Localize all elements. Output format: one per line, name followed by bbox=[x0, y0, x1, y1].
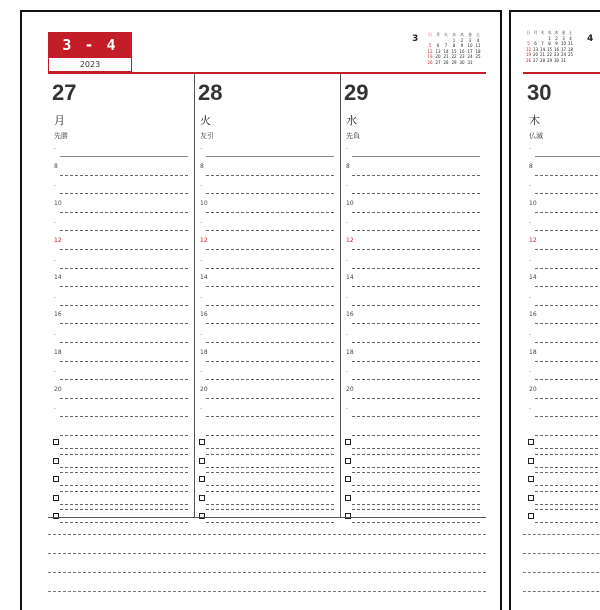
schedule-line bbox=[535, 286, 600, 287]
header-rule bbox=[523, 72, 600, 74]
schedule-line bbox=[352, 175, 480, 176]
hour-label: 20 bbox=[54, 385, 62, 393]
mini-calendar-month: 4 bbox=[587, 34, 594, 44]
todo-checkbox[interactable] bbox=[528, 476, 534, 482]
mini-calendar-day: 3 bbox=[468, 37, 472, 43]
mini-calendar-day: 6 bbox=[436, 43, 440, 48]
hour-label: 10 bbox=[346, 199, 354, 207]
half-hour-dot: · bbox=[346, 220, 348, 228]
mini-calendar-day: 20 bbox=[532, 52, 539, 57]
mini-calendar-day: 4 bbox=[476, 37, 480, 43]
rokuyo-label: 先負 bbox=[346, 132, 360, 140]
mini-calendar-day: 25 bbox=[567, 52, 574, 57]
todo-line bbox=[206, 504, 334, 505]
schedule-line bbox=[535, 156, 600, 157]
mini-calendar-day: 9 bbox=[460, 43, 464, 48]
schedule-line bbox=[206, 268, 334, 269]
schedule-line bbox=[206, 286, 334, 287]
half-hour-dot: · bbox=[529, 294, 531, 302]
todo-checkbox[interactable] bbox=[528, 458, 534, 464]
mini-calendar-weekday: 火 bbox=[540, 30, 545, 35]
mini-calendar-day: 13 bbox=[435, 48, 441, 54]
half-hour-dot: · bbox=[346, 406, 348, 414]
rokuyo-label: 先勝 bbox=[54, 132, 68, 140]
notes-line bbox=[48, 572, 486, 573]
half-hour-dot: · bbox=[54, 183, 56, 191]
hour-label: 18 bbox=[54, 348, 62, 356]
schedule-line bbox=[206, 472, 334, 473]
schedule-line bbox=[206, 342, 334, 343]
schedule-line bbox=[352, 509, 480, 510]
mini-calendar-weekday: 火 bbox=[444, 32, 448, 37]
rokuyo-label: 友引 bbox=[200, 132, 214, 140]
schedule-line bbox=[60, 286, 188, 287]
mini-calendar-weekday: 土 bbox=[568, 30, 573, 35]
day-number: 30 bbox=[527, 80, 552, 105]
schedule-line bbox=[60, 342, 188, 343]
schedule-line bbox=[535, 509, 600, 510]
mini-calendar-weekday: 水 bbox=[452, 32, 456, 37]
mini-calendar-weekday: 月 bbox=[533, 30, 538, 35]
notes-line bbox=[48, 591, 486, 592]
notes-line bbox=[523, 534, 600, 535]
schedule-line bbox=[206, 509, 334, 510]
mini-calendar-day: 30 bbox=[553, 57, 560, 63]
column-divider bbox=[194, 74, 195, 518]
half-hour-dot: · bbox=[54, 220, 56, 228]
mini-calendar-day: 24 bbox=[560, 52, 567, 57]
mini-calendar-weekday: 木 bbox=[460, 32, 464, 37]
schedule-line bbox=[352, 435, 480, 436]
schedule-line bbox=[60, 212, 188, 213]
mini-calendar-day: 21 bbox=[539, 52, 546, 57]
schedule-line bbox=[60, 454, 188, 455]
schedule-line bbox=[535, 249, 600, 250]
day-number: 29 bbox=[344, 80, 369, 105]
schedule-line bbox=[206, 491, 334, 492]
half-hour-dot: · bbox=[346, 257, 348, 265]
schedule-line bbox=[352, 193, 480, 194]
mini-calendar-day: 13 bbox=[532, 46, 539, 52]
schedule-line bbox=[352, 249, 480, 250]
schedule-line bbox=[60, 249, 188, 250]
mini-calendar-day: 23 bbox=[459, 54, 465, 59]
notes-line bbox=[523, 591, 600, 592]
todo-line bbox=[60, 448, 188, 449]
notes-line bbox=[523, 572, 600, 573]
schedule-line bbox=[60, 491, 188, 492]
schedule-line bbox=[535, 454, 600, 455]
mini-calendar-day: 18 bbox=[567, 46, 574, 52]
mini-calendar-day: 5 bbox=[527, 41, 530, 46]
schedule-line bbox=[206, 361, 334, 362]
todo-line bbox=[535, 485, 600, 486]
mini-calendar-day: 14 bbox=[443, 48, 449, 54]
schedule-line bbox=[60, 175, 188, 176]
mini-calendar-day: 22 bbox=[546, 52, 553, 57]
todo-line bbox=[352, 448, 480, 449]
schedule-line bbox=[535, 268, 600, 269]
schedule-line bbox=[352, 454, 480, 455]
hour-label: 8 bbox=[346, 162, 350, 170]
mini-calendar-day: 2 bbox=[460, 37, 464, 43]
mini-calendar-day: 5 bbox=[428, 43, 432, 48]
todo-checkbox[interactable] bbox=[345, 439, 351, 445]
mini-calendar-day: 25 bbox=[475, 54, 481, 59]
todo-checkbox[interactable] bbox=[199, 513, 205, 519]
todo-line bbox=[535, 522, 600, 523]
weekday-label: 水 bbox=[346, 114, 357, 127]
schedule-line bbox=[206, 323, 334, 324]
mini-calendar-weekday: 金 bbox=[561, 30, 566, 35]
todo-checkbox[interactable] bbox=[345, 476, 351, 482]
schedule-line bbox=[206, 156, 334, 157]
todo-checkbox[interactable] bbox=[345, 458, 351, 464]
todo-checkbox[interactable] bbox=[199, 476, 205, 482]
todo-line bbox=[206, 448, 334, 449]
mini-calendar-day: 28 bbox=[443, 59, 449, 65]
mini-calendar-day: 7 bbox=[444, 43, 448, 48]
hour-label: 8 bbox=[529, 162, 533, 170]
schedule-line bbox=[535, 323, 600, 324]
schedule-line bbox=[206, 435, 334, 436]
mini-calendar-weekday: 水 bbox=[547, 30, 552, 35]
schedule-line bbox=[206, 249, 334, 250]
month-badge bbox=[48, 32, 132, 72]
schedule-line bbox=[206, 175, 334, 176]
schedule-line bbox=[60, 435, 188, 436]
hour-label: 16 bbox=[54, 311, 62, 319]
schedule-line bbox=[60, 193, 188, 194]
mini-calendar-day: 8 bbox=[548, 41, 551, 46]
todo-checkbox[interactable] bbox=[345, 495, 351, 501]
hour-label: 20 bbox=[346, 385, 354, 393]
hour-label: 12 bbox=[200, 237, 208, 244]
half-hour-dot: · bbox=[200, 294, 202, 302]
mini-calendar-day: 8 bbox=[452, 43, 456, 48]
mini-calendar-day: 19 bbox=[525, 52, 532, 57]
half-hour-dot: · bbox=[346, 369, 348, 377]
mini-calendar-day: 31 bbox=[560, 57, 567, 63]
schedule-line bbox=[206, 454, 334, 455]
todo-line bbox=[352, 504, 480, 505]
schedule-line bbox=[60, 305, 188, 306]
todo-line bbox=[535, 448, 600, 449]
half-hour-dot: · bbox=[529, 332, 531, 339]
schedule-line bbox=[60, 156, 188, 157]
todo-checkbox[interactable] bbox=[528, 439, 534, 445]
mini-calendar-day: 1 bbox=[452, 37, 456, 43]
schedule-line bbox=[352, 472, 480, 473]
hour-label: 14 bbox=[346, 274, 354, 282]
todo-checkbox[interactable] bbox=[528, 513, 534, 519]
todo-line bbox=[535, 467, 600, 468]
hour-label: 16 bbox=[200, 311, 208, 319]
mini-calendar-day: 17 bbox=[560, 46, 567, 52]
hour-label: 14 bbox=[54, 274, 62, 282]
todo-checkbox[interactable] bbox=[53, 458, 59, 464]
hour-label: 12 bbox=[346, 237, 354, 244]
mini-calendar-day: 31 bbox=[467, 59, 473, 65]
todo-line bbox=[206, 485, 334, 486]
planner-left-page bbox=[20, 10, 502, 610]
hour-label: 14 bbox=[200, 274, 208, 282]
mini-calendar-day: 26 bbox=[525, 57, 532, 63]
mini-calendar-day: 22 bbox=[451, 54, 457, 59]
schedule-line bbox=[60, 398, 188, 399]
day-number: 28 bbox=[198, 80, 223, 105]
half-hour-dot: · bbox=[200, 146, 202, 153]
todo-line bbox=[60, 522, 188, 523]
mini-calendar-day: 6 bbox=[534, 41, 537, 46]
hour-label: 16 bbox=[529, 311, 537, 319]
schedule-line bbox=[206, 230, 334, 231]
half-hour-dot: · bbox=[54, 332, 56, 339]
mini-calendar-day: 29 bbox=[546, 57, 553, 63]
todo-line bbox=[535, 504, 600, 505]
mini-calendar-day: 9 bbox=[555, 41, 558, 46]
half-hour-dot: · bbox=[346, 183, 348, 191]
half-hour-dot: · bbox=[54, 406, 56, 414]
hour-label: 8 bbox=[200, 162, 204, 170]
mini-calendar-grid bbox=[525, 30, 574, 63]
mini-calendar-day: 16 bbox=[459, 48, 465, 54]
mini-calendar-day: 17 bbox=[467, 48, 473, 54]
schedule-line bbox=[352, 268, 480, 269]
notes-line bbox=[48, 553, 486, 554]
half-hour-dot: · bbox=[529, 257, 531, 265]
schedule-line bbox=[352, 212, 480, 213]
half-hour-dot: · bbox=[200, 183, 202, 191]
schedule-line bbox=[352, 361, 480, 362]
hour-label: 18 bbox=[346, 348, 354, 356]
mini-calendar-day: 12 bbox=[427, 48, 433, 54]
schedule-line bbox=[535, 305, 600, 306]
schedule-line bbox=[535, 212, 600, 213]
schedule-line bbox=[206, 305, 334, 306]
mini-calendar-month: 3 bbox=[412, 34, 419, 44]
weekday-label: 木 bbox=[529, 114, 540, 127]
half-hour-dot: · bbox=[200, 220, 202, 228]
mini-calendar-day: 29 bbox=[451, 59, 457, 65]
mini-calendar-day: 2 bbox=[555, 35, 558, 41]
month-range: 3 - 4 bbox=[48, 32, 132, 58]
schedule-line bbox=[60, 509, 188, 510]
schedule-line bbox=[535, 230, 600, 231]
schedule-line bbox=[206, 379, 334, 380]
hour-label: 10 bbox=[54, 199, 62, 207]
hour-label: 10 bbox=[529, 199, 537, 207]
mini-calendar-weekday: 日 bbox=[428, 32, 432, 37]
todo-checkbox[interactable] bbox=[345, 513, 351, 519]
schedule-line bbox=[352, 230, 480, 231]
hour-label: 12 bbox=[54, 237, 62, 244]
todo-line bbox=[60, 467, 188, 468]
todo-line bbox=[60, 485, 188, 486]
weekday-label: 火 bbox=[200, 114, 211, 127]
mini-calendar-day: 18 bbox=[475, 48, 481, 54]
schedule-line bbox=[206, 212, 334, 213]
hour-label: 12 bbox=[529, 237, 537, 244]
mini-calendar-day: 23 bbox=[553, 52, 560, 57]
mini-calendar-day: 15 bbox=[451, 48, 457, 54]
notes-top-rule bbox=[48, 517, 486, 518]
half-hour-dot: · bbox=[200, 369, 202, 377]
half-hour-dot: · bbox=[54, 369, 56, 377]
schedule-line bbox=[352, 305, 480, 306]
schedule-line bbox=[535, 361, 600, 362]
todo-line bbox=[352, 485, 480, 486]
todo-checkbox[interactable] bbox=[199, 495, 205, 501]
mini-calendar-day: 11 bbox=[567, 41, 574, 46]
schedule-line bbox=[535, 491, 600, 492]
schedule-line bbox=[206, 416, 334, 417]
mini-calendar-day: 10 bbox=[467, 43, 473, 48]
mini-calendar-day: 16 bbox=[553, 46, 560, 52]
schedule-line bbox=[535, 472, 600, 473]
hour-label: 8 bbox=[54, 162, 58, 170]
todo-line bbox=[60, 504, 188, 505]
hour-label: 10 bbox=[200, 199, 208, 207]
schedule-line bbox=[206, 193, 334, 194]
hour-label: 18 bbox=[529, 348, 537, 356]
mini-calendar-weekday: 日 bbox=[526, 30, 531, 35]
schedule-line bbox=[352, 491, 480, 492]
todo-checkbox[interactable] bbox=[53, 513, 59, 519]
mini-calendar-day: 3 bbox=[562, 35, 565, 41]
schedule-line bbox=[60, 361, 188, 362]
schedule-line bbox=[535, 175, 600, 176]
schedule-line bbox=[352, 156, 480, 157]
notes-line bbox=[48, 534, 486, 535]
mini-calendar-weekday: 金 bbox=[468, 32, 472, 37]
notes-line bbox=[523, 553, 600, 554]
mini-calendar-day: 11 bbox=[475, 43, 481, 48]
half-hour-dot: · bbox=[54, 294, 56, 302]
todo-checkbox[interactable] bbox=[53, 476, 59, 482]
mini-calendar-day: 27 bbox=[532, 57, 539, 63]
mini-calendar-grid bbox=[426, 32, 482, 65]
todo-checkbox[interactable] bbox=[53, 495, 59, 501]
half-hour-dot: · bbox=[529, 183, 531, 191]
day-number: 27 bbox=[52, 80, 77, 105]
schedule-line bbox=[535, 342, 600, 343]
schedule-line bbox=[60, 230, 188, 231]
schedule-line bbox=[352, 416, 480, 417]
mini-calendar-weekday: 月 bbox=[436, 32, 440, 37]
schedule-line bbox=[352, 323, 480, 324]
mini-calendar-day bbox=[567, 58, 574, 64]
schedule-line bbox=[60, 268, 188, 269]
half-hour-dot: · bbox=[529, 220, 531, 228]
mini-calendar-weekday: 土 bbox=[476, 32, 480, 37]
mini-calendar-day: 10 bbox=[560, 41, 567, 46]
mini-calendar-day: 14 bbox=[539, 46, 546, 52]
todo-checkbox[interactable] bbox=[199, 439, 205, 445]
todo-checkbox[interactable] bbox=[53, 439, 59, 445]
half-hour-dot: · bbox=[200, 406, 202, 414]
half-hour-dot: · bbox=[54, 257, 56, 265]
mini-calendar-day: 15 bbox=[546, 46, 553, 52]
half-hour-dot: · bbox=[346, 146, 348, 153]
schedule-line bbox=[535, 435, 600, 436]
half-hour-dot: · bbox=[200, 332, 202, 339]
rokuyo-label: 仏滅 bbox=[529, 132, 543, 140]
mini-calendar-day: 7 bbox=[541, 41, 544, 46]
schedule-line bbox=[60, 379, 188, 380]
schedule-line bbox=[535, 193, 600, 194]
weekday-label: 月 bbox=[54, 114, 65, 127]
mini-calendar-weekday: 木 bbox=[554, 30, 559, 35]
mini-calendar-day: 1 bbox=[548, 35, 551, 41]
half-hour-dot: · bbox=[346, 332, 348, 339]
schedule-line bbox=[352, 379, 480, 380]
mini-calendar-day: 19 bbox=[427, 54, 433, 59]
schedule-line bbox=[352, 342, 480, 343]
mini-calendar-day: 30 bbox=[459, 59, 465, 65]
schedule-line bbox=[535, 379, 600, 380]
mini-calendar-day: 4 bbox=[569, 35, 572, 41]
mini-calendar-day: 27 bbox=[435, 59, 441, 65]
half-hour-dot: · bbox=[529, 406, 531, 414]
todo-checkbox[interactable] bbox=[199, 458, 205, 464]
mini-calendar-day: 12 bbox=[525, 46, 532, 52]
mini-calendar-day: 26 bbox=[427, 59, 433, 65]
todo-line bbox=[206, 522, 334, 523]
header-rule bbox=[48, 72, 486, 74]
mini-calendar-day bbox=[474, 60, 482, 66]
year-label: 2023 bbox=[48, 58, 132, 72]
schedule-line bbox=[352, 398, 480, 399]
mini-calendar-day: 21 bbox=[443, 54, 449, 59]
todo-line bbox=[352, 522, 480, 523]
schedule-line bbox=[60, 472, 188, 473]
planner-right-page bbox=[509, 10, 600, 610]
hour-label: 18 bbox=[200, 348, 208, 356]
half-hour-dot: · bbox=[200, 257, 202, 265]
schedule-line bbox=[535, 398, 600, 399]
mini-calendar-day: 20 bbox=[435, 54, 441, 59]
todo-checkbox[interactable] bbox=[528, 495, 534, 501]
hour-label: 16 bbox=[346, 311, 354, 319]
column-divider bbox=[340, 74, 341, 518]
half-hour-dot: · bbox=[529, 369, 531, 377]
schedule-line bbox=[352, 286, 480, 287]
half-hour-dot: · bbox=[54, 146, 56, 153]
todo-line bbox=[352, 467, 480, 468]
schedule-line bbox=[535, 416, 600, 417]
schedule-line bbox=[60, 416, 188, 417]
half-hour-dot: · bbox=[529, 146, 531, 153]
half-hour-dot: · bbox=[346, 294, 348, 302]
mini-calendar-day: 28 bbox=[539, 57, 546, 63]
hour-label: 20 bbox=[200, 385, 208, 393]
hour-label: 14 bbox=[529, 274, 537, 282]
hour-label: 20 bbox=[529, 385, 537, 393]
schedule-line bbox=[206, 398, 334, 399]
todo-line bbox=[206, 467, 334, 468]
mini-calendar-day: 24 bbox=[467, 54, 473, 59]
schedule-line bbox=[60, 323, 188, 324]
